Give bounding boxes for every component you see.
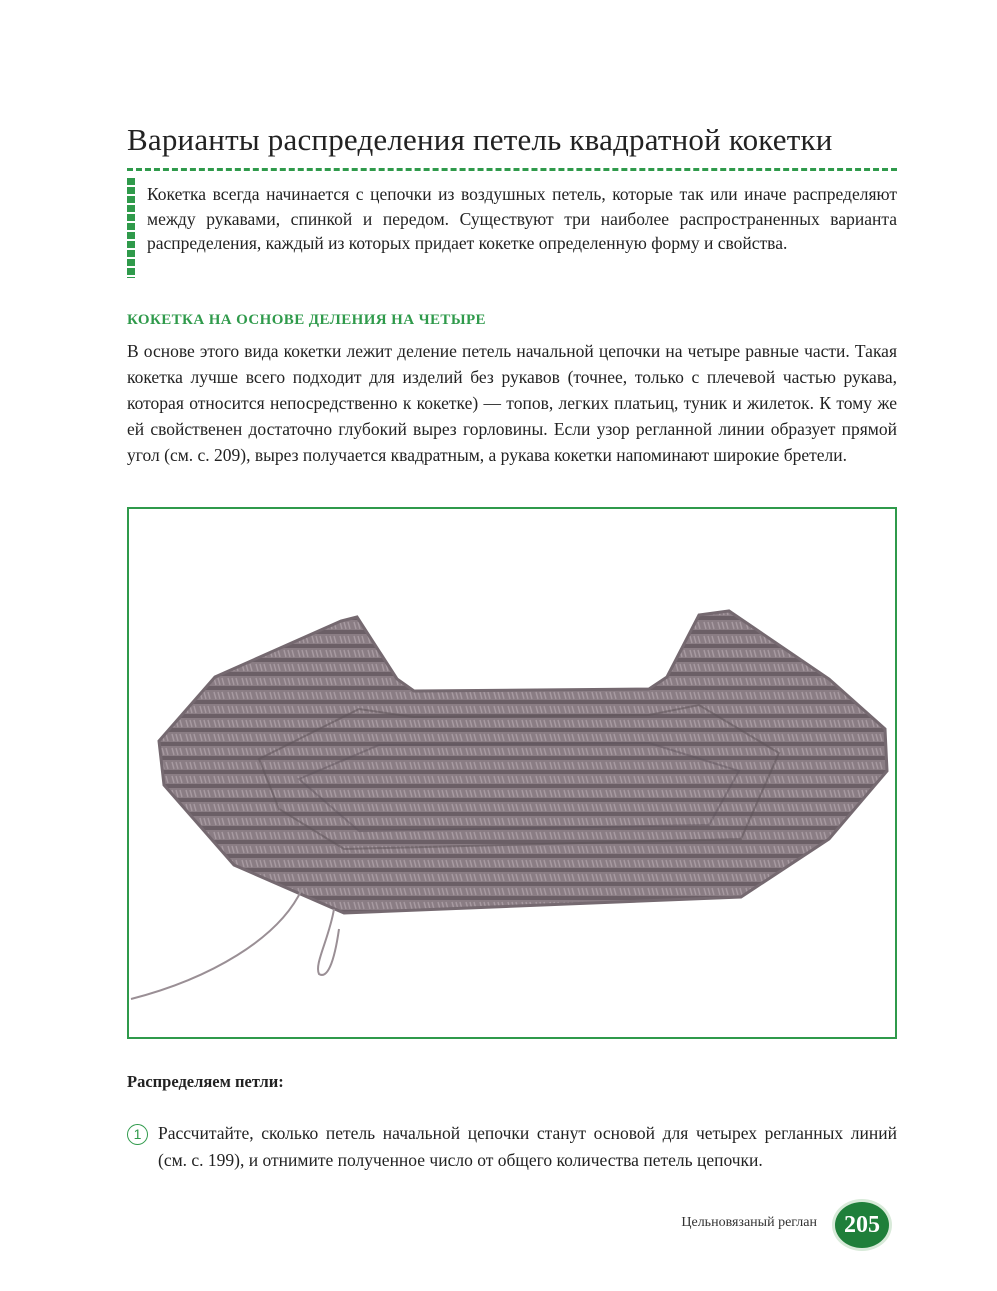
step-text: Рассчитайте, сколько петель начальной цепочки станут основой для четырех регланных линий (см. с. 199), и отнимите полученное число от общего количества петель цепочки. <box>158 1123 897 1170</box>
title-divider <box>127 168 897 171</box>
yoke-fabric <box>159 611 887 913</box>
page-number: 205 <box>844 1212 880 1238</box>
yarn-tail-long <box>131 889 302 999</box>
intro-paragraph: Кокетка всегда начинается с цепочки из воздушных петель, которые так или иначе распределяют между рукавами, спинкой и передом. Существуют три наиболее распространенных варианта распределения, каждый из которых придает кокетке определенную форму и свойства. <box>147 184 897 253</box>
intro-accent-bar <box>127 178 135 278</box>
crocheted-yoke-image <box>129 509 895 1037</box>
figure-frame <box>127 507 897 1039</box>
intro-block <box>127 178 897 278</box>
running-footer: Цельновязаный реглан <box>681 1215 817 1230</box>
steps-heading: Распределяем петли: <box>127 1072 284 1091</box>
page-number-badge <box>835 1202 889 1248</box>
section-heading: КОКЕТКА НА ОСНОВЕ ДЕЛЕНИЯ НА ЧЕТЫРЕ <box>127 312 486 328</box>
section-body: В основе этого вида кокетки лежит деление петель начальной цепочки на четыре равные части. Такая кокетка лучше всего подходит для изделий без рукавов (точнее, только с плечевой частью рукава, которая относится непосредственно к кокетке) — топов, легких платьиц, туник и жилеток. К тому же ей свойственен достаточно глубокий вырез горловины. Если узор регланной линии образует прямой угол (см. с. 209), вырез получается квадратным, а рукава кокетки напоминают широкие бретели. <box>127 341 897 465</box>
circled-number-icon: 1 <box>127 1124 148 1145</box>
step-item <box>127 1120 897 1180</box>
yarn-tail-loop <box>318 909 339 975</box>
page-title: Варианты распределения петель квадратной кокетки <box>127 122 833 157</box>
